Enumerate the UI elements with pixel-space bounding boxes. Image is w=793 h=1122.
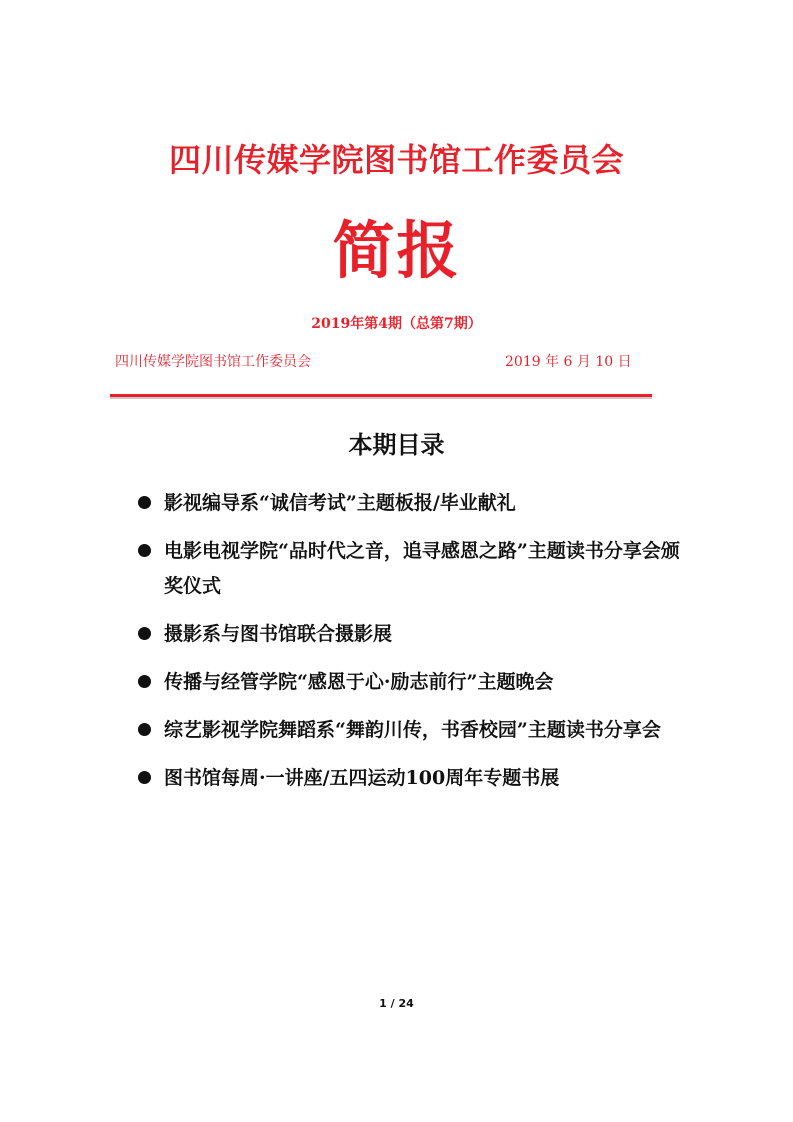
bullet-icon [138, 675, 151, 688]
bullet-icon [138, 544, 151, 557]
bullet-icon [138, 723, 151, 736]
page-number: 1 / 24 [379, 997, 414, 1010]
bulletin-title: 简报 [332, 214, 461, 287]
toc-item [138, 617, 698, 652]
toc-item [138, 713, 698, 748]
bullet-icon [138, 496, 151, 509]
toc-item-text: 图书馆每周·一讲座/五四运动100周年专题书展 [164, 767, 560, 789]
bullet-icon [138, 771, 151, 784]
toc-item-text: 传播与经管学院“感恩于心·励志前行”主题晚会 [164, 671, 554, 693]
organization-title: 四川传媒学院图书馆工作委员会 [168, 141, 624, 179]
toc-item [138, 486, 698, 521]
toc-item-text: 影视编导系“诚信考试”主题板报/毕业献礼 [164, 492, 516, 514]
header-divider [110, 394, 652, 397]
toc-item [138, 665, 698, 700]
issue-number: 2019年第4期（总第7期） [311, 316, 482, 332]
toc-heading: 本期目录 [348, 430, 445, 459]
toc-item [138, 761, 698, 796]
bullet-icon [138, 627, 151, 640]
toc-list [138, 486, 698, 809]
publisher: 四川传媒学院图书馆工作委员会 [115, 354, 311, 370]
toc-item-text: 电影电视学院“品时代之音，追寻感恩之路”主题读书分享会颁奖仪式 [164, 540, 680, 597]
toc-item-text: 综艺影视学院舞蹈系“舞韵川传，书香校园”主题读书分享会 [164, 719, 661, 741]
publish-date: 2019 年 6 月 10 日 [505, 354, 632, 370]
toc-item-text: 摄影系与图书馆联合摄影展 [164, 623, 393, 645]
toc-item [138, 534, 698, 604]
